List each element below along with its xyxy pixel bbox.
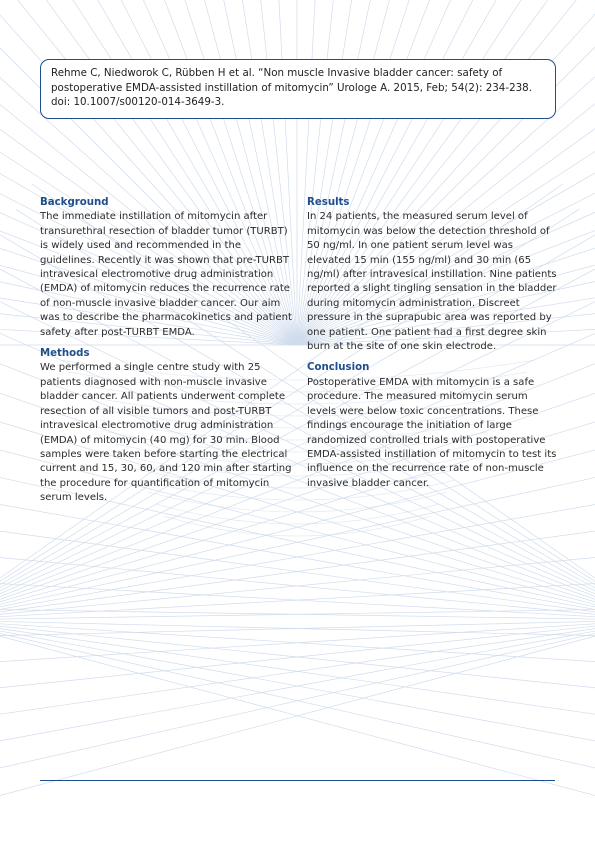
background-section <box>40 196 292 340</box>
results-heading: Results <box>307 197 350 208</box>
background-body: The immediate instillation of mitomycin after transurethral resection of bladder tumor (TURBT) is widely used and recommended in the guidelines. Recently it was shown that pre-TURBT intravesical electromotive drug administration (EMDA) of mitomycin reduces the recurrence rate of non-muscle invasive bladder cancer. Our aim was to describe the pharmacokinetics and patient safety after post-TURBT EMDA. <box>40 211 292 338</box>
results-section <box>307 196 557 354</box>
results-body: In 24 patients, the measured serum level of mitomycin was below the detection threshold of 50 ng/ml. In one patient serum level was elevated 15 min (155 ng/ml) and 30 min (65 ng/ml) after intravesical instillation. Nine patients reported a slight tingling sensation in the bladder during mitomycin administration. Discreet pressure in the suprapubic area was reported by one patient. One patient had a first degree skin burn at the site of one skin electrode. <box>307 211 557 353</box>
citation-text: Rehme C, Niedworok C, Rübben H et al. “Non muscle Invasive bladder cancer: safety of postoperative EMDA-assisted instillation of mitomycin” Urologe A. 2015, Feb; 54(2): 234-238. doi: 10.1007/s00120-014-3649-3. <box>51 67 532 109</box>
right-column <box>307 196 557 498</box>
conclusion-body: Postoperative EMDA with mitomycin is a safe procedure. The measured mitomycin serum levels were below toxic concentrations. These findings encourage the initiation of large randomized controlled trials with postoperative EMDA-assisted instillation of mitomycin to test its influence on the recurrence rate of non-muscle invasive bladder cancer. <box>307 376 557 489</box>
methods-body: We performed a single centre study with 25 patients diagnosed with non-muscle invasive bladder cancer. All patients underwent complete resection of all visible tumors and post-TURBT intravesical electromotive drug administration (EMDA) of mitomycin (40 mg) for 30 min. Blood samples were taken before starting the electrical current and 15, 30, 60, and 120 min after starting the procedure for quantification of mitomycin serum levels. <box>40 362 292 504</box>
citation-box <box>40 59 556 119</box>
conclusion-section <box>307 361 557 491</box>
left-column <box>40 196 292 513</box>
methods-heading: Methods <box>40 348 90 360</box>
background-heading: Background <box>40 197 109 208</box>
conclusion-heading: Conclusion <box>307 362 370 374</box>
methods-section <box>40 347 292 505</box>
footer-rule <box>40 780 555 781</box>
